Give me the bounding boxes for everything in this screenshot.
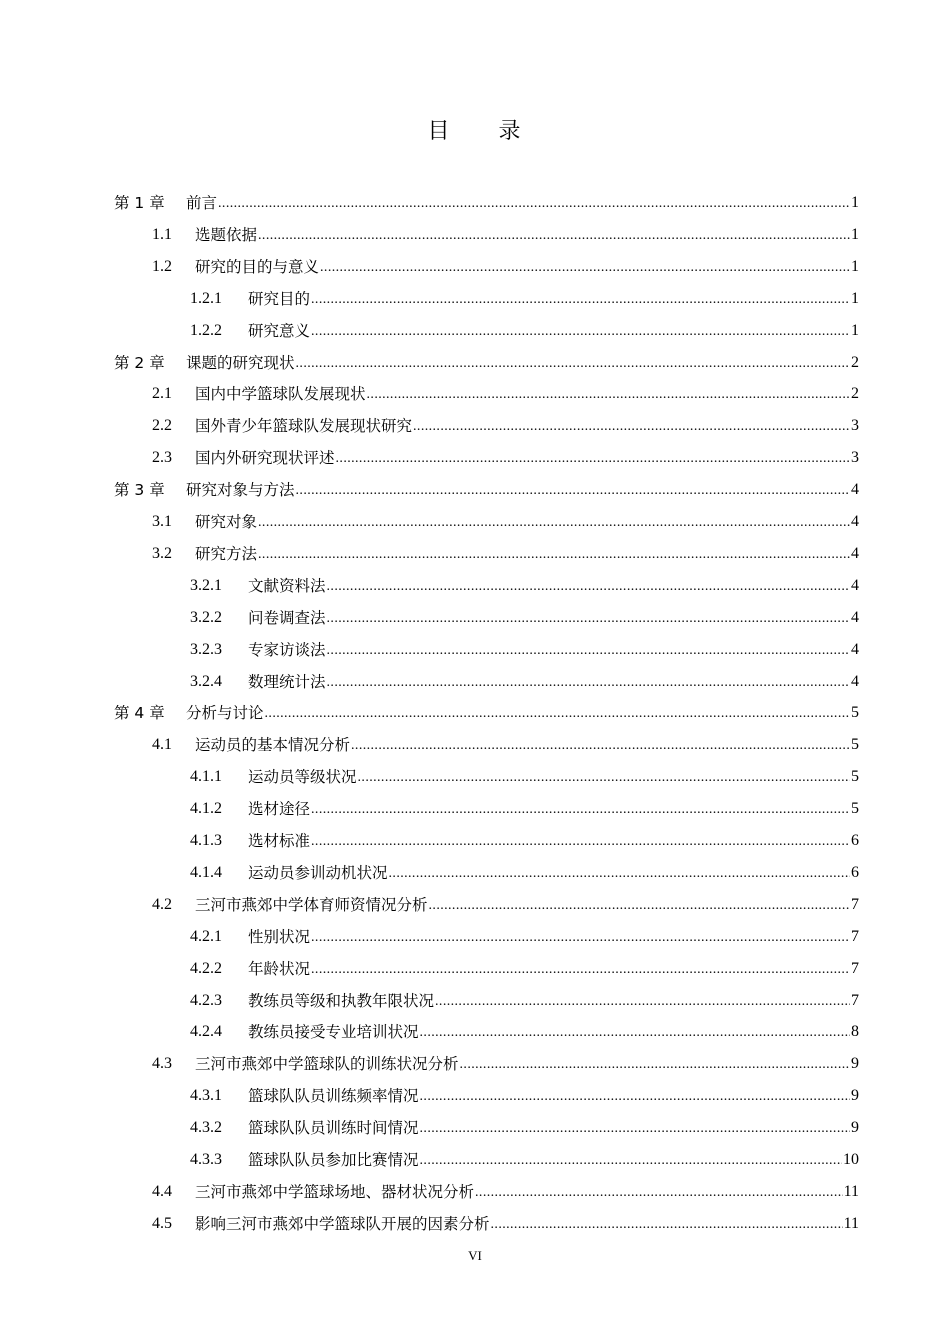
toc-entry[interactable]: [190, 1138, 859, 1170]
toc-dot-leader: [475, 1184, 843, 1202]
toc-entry-number: 2.1: [152, 385, 172, 403]
toc-entry-page: 2: [851, 385, 859, 403]
toc-entry[interactable]: [190, 755, 859, 787]
toc-entry[interactable]: [190, 787, 859, 819]
toc-entry[interactable]: [152, 245, 859, 277]
toc-entry[interactable]: [152, 1170, 859, 1202]
toc-dot-leader: [429, 897, 850, 915]
toc-dot-leader: [389, 865, 850, 883]
toc-entry[interactable]: [190, 628, 859, 660]
toc-dot-leader: [420, 1120, 850, 1138]
toc-entry-title: 运动员的基本情况分析: [195, 736, 351, 755]
toc-dot-leader: [311, 833, 850, 851]
toc-dot-leader: [413, 418, 850, 436]
toc-entry[interactable]: [114, 468, 859, 500]
toc-entry-page: 9: [851, 1055, 859, 1073]
toc-entry-number: 4.1: [152, 736, 172, 754]
toc-entry-page: 5: [851, 704, 859, 722]
toc-dot-leader: [420, 1088, 850, 1106]
toc-entry-number: 3.2.3: [190, 640, 222, 658]
toc-entry[interactable]: [152, 883, 859, 915]
toc-entry-page: 7: [851, 959, 859, 977]
toc-entry-title: 篮球队队员训练频率情况: [248, 1087, 419, 1106]
toc-entry[interactable]: [190, 915, 859, 947]
toc-entry-page: 1: [851, 225, 859, 243]
toc-dot-leader: [327, 610, 850, 628]
toc-dot-leader: [320, 259, 850, 277]
toc-dot-leader: [367, 386, 850, 404]
toc-dot-leader: [311, 291, 850, 309]
toc-entry-page: 4: [851, 544, 859, 562]
toc-entry-page: 1: [851, 289, 859, 307]
toc-entry-page: 4: [851, 672, 859, 690]
toc-entry-title: 国外青少年篮球队发展现状研究: [195, 417, 413, 436]
toc-entry-title: 课题的研究现状: [186, 353, 295, 372]
toc-entry-number: 4.1.3: [190, 832, 222, 849]
toc-entry[interactable]: [190, 979, 859, 1011]
toc-entry-page: 1: [851, 194, 859, 211]
toc-entry-number: 2.2: [152, 417, 172, 435]
toc-entry-page: 7: [851, 895, 859, 913]
toc-entry-title: 教练员等级和执教年限状况: [248, 991, 435, 1010]
toc-entry-page: 3: [851, 417, 859, 435]
toc-dot-leader: [311, 929, 850, 947]
toc-entry-title: 教练员接受专业培训状况: [248, 1023, 419, 1042]
toc-entry-page: 5: [851, 800, 859, 818]
toc-entry[interactable]: [190, 851, 859, 883]
toc-entry-title: 问卷调查法: [248, 608, 326, 627]
toc-entry[interactable]: [152, 372, 859, 404]
toc-entry-number: 3.2.1: [190, 576, 222, 594]
toc-entry-page: 5: [851, 768, 859, 786]
toc-entry[interactable]: [152, 436, 859, 468]
toc-entry-number: 3.2.2: [190, 608, 222, 626]
toc-entry-number: 4.3.3: [190, 1151, 222, 1168]
toc-entry-title: 篮球队队员训练时间情况: [248, 1119, 419, 1138]
toc-entry[interactable]: [152, 532, 859, 564]
toc-entry-number: 4.1.1: [190, 768, 222, 786]
toc-entry-number: 1.2.2: [190, 321, 222, 339]
toc-entry-page: 2: [851, 353, 859, 371]
toc-entry-page: 4: [851, 576, 859, 594]
toc-dot-leader: [311, 801, 850, 819]
toc-entry[interactable]: [190, 1010, 859, 1042]
toc-entry-title: 研究的目的与意义: [195, 257, 320, 276]
toc-entry[interactable]: [190, 564, 859, 596]
toc-dot-leader: [311, 961, 850, 979]
toc-entry-title: 影响三河市燕郊中学篮球队开展的因素分析: [195, 1214, 490, 1233]
toc-entry-page: 4: [851, 481, 859, 499]
toc-entry[interactable]: [190, 819, 859, 851]
toc-entry-number: 4.3: [152, 1055, 172, 1073]
toc-entry-title: 研究方法: [195, 544, 258, 563]
toc-entry-title: 文献资料法: [248, 576, 326, 595]
toc-entry-title: 国内外研究现状评述: [195, 449, 335, 468]
toc-dot-leader: [460, 1056, 850, 1074]
toc-entry[interactable]: [190, 1074, 859, 1106]
toc-entry-title: 选材途径: [248, 800, 311, 819]
toc-dot-leader: [258, 546, 850, 564]
toc-entry-title: 性别状况: [248, 927, 311, 946]
toc-dot-leader: [435, 993, 850, 1011]
toc-entry-title: 选材标准: [248, 832, 311, 850]
toc-entry[interactable]: [190, 660, 859, 692]
toc-entry-title: 研究对象: [195, 513, 258, 531]
toc-entry-number: 第 3 章: [114, 481, 165, 500]
toc-entry-page: 4: [851, 513, 859, 530]
toc-dot-leader: [336, 450, 850, 468]
toc-entry-number: 4.1.2: [190, 800, 222, 818]
toc-dot-leader: [420, 1024, 850, 1042]
toc-dot-leader: [327, 578, 850, 596]
toc-entry-title: 研究对象与方法: [186, 481, 295, 500]
toc-entry-number: 3.1: [152, 513, 172, 530]
toc-entry[interactable]: [190, 1106, 859, 1138]
toc-entry[interactable]: [152, 1042, 859, 1074]
toc-entry-number: 4.2.2: [190, 959, 222, 977]
toc-entry-title: 运动员等级状况: [248, 768, 357, 787]
toc-dot-leader: [327, 674, 850, 692]
toc-entry[interactable]: [152, 213, 859, 245]
toc-entry[interactable]: [152, 404, 859, 436]
toc-entry-title: 运动员参训动机状况: [248, 863, 388, 882]
toc-entry-page: 11: [843, 1182, 859, 1200]
toc-entry[interactable]: [190, 309, 859, 341]
toc-entry-number: 第 1 章: [114, 194, 165, 212]
toc-entry-number: 3.2.4: [190, 672, 222, 690]
toc-entry-number: 4.1.4: [190, 863, 222, 881]
toc-entry-title: 三河市燕郊中学篮球场地、器材状况分析: [195, 1182, 475, 1201]
toc-entry[interactable]: [114, 181, 859, 213]
toc-entry[interactable]: [152, 500, 859, 532]
toc-entry-title: 研究意义: [248, 321, 311, 340]
toc-entry-number: 3.2: [152, 544, 172, 562]
toc-entry-title: 三河市燕郊中学体育师资情况分析: [195, 895, 428, 914]
toc-entry-number: 4.2.4: [190, 1023, 222, 1041]
toc-entry[interactable]: [190, 277, 859, 309]
toc-entry[interactable]: [152, 1202, 859, 1234]
toc-entry-page: 10: [843, 1151, 859, 1168]
footer-page-number: VI: [468, 1248, 482, 1263]
toc-dot-leader: [358, 769, 850, 787]
toc-entry-title: 年龄状况: [248, 959, 311, 978]
toc-entry-page: 4: [851, 640, 859, 658]
toc-entry-title: 篮球队队员参加比赛情况: [248, 1151, 419, 1169]
toc-entry-page: 1: [851, 321, 859, 339]
toc-entry-page: 11: [843, 1214, 859, 1232]
toc-entry-number: 1.1: [152, 225, 172, 243]
toc-entry-number: 2.3: [152, 449, 172, 467]
toc-dot-leader: [491, 1216, 843, 1234]
toc-dot-leader: [327, 642, 850, 660]
toc-entry-page: 4: [851, 608, 859, 626]
toc-entry-number: 4.2.1: [190, 927, 222, 945]
toc-dot-leader: [420, 1152, 842, 1170]
toc-entry[interactable]: [190, 596, 859, 628]
toc-entry-number: 4.3.1: [190, 1087, 222, 1105]
toc-entry-page: 5: [851, 736, 859, 754]
toc-entry-title: 三河市燕郊中学篮球队的训练状况分析: [195, 1055, 459, 1074]
toc-dot-leader: [258, 227, 850, 245]
toc-entry-title: 前言: [186, 194, 218, 212]
toc-entry[interactable]: [190, 947, 859, 979]
toc-dot-leader: [296, 355, 850, 373]
toc-entry-number: 4.4: [152, 1182, 172, 1200]
toc-entry-page: 6: [851, 863, 859, 881]
toc-entry-page: 7: [851, 991, 859, 1009]
toc-entry-number: 4.2: [152, 895, 172, 913]
toc-entry-title: 专家访谈法: [248, 640, 326, 659]
toc-entry-number: 1.2.1: [190, 289, 222, 307]
toc-dot-leader: [311, 323, 850, 341]
toc-entry-page: 9: [851, 1119, 859, 1137]
toc-entry-title: 分析与讨论: [186, 704, 264, 723]
toc-entry-number: 4.3.2: [190, 1119, 222, 1137]
toc-entry-title: 选题依据: [195, 225, 258, 244]
toc-entry-title: 国内中学篮球队发展现状: [195, 385, 366, 404]
toc-entry-number: 4.2.3: [190, 991, 222, 1009]
toc-dot-leader: [218, 195, 850, 213]
toc-entry-page: 3: [851, 449, 859, 467]
toc-entry[interactable]: [152, 723, 859, 755]
toc-entry-number: 第 4 章: [114, 704, 165, 723]
toc-entry-title: 数理统计法: [248, 672, 326, 691]
toc-entry[interactable]: [114, 691, 859, 723]
toc-entry-page: 9: [851, 1087, 859, 1105]
toc-dot-leader: [265, 705, 850, 723]
toc-dot-leader: [296, 482, 850, 500]
toc-entry[interactable]: [114, 341, 859, 373]
toc-entry-title: 研究目的: [248, 289, 311, 308]
toc-entry-page: 1: [851, 257, 859, 275]
page-title: 目 录: [427, 119, 523, 144]
toc-entry-number: 4.5: [152, 1214, 172, 1232]
toc-entry-page: 6: [851, 832, 859, 849]
toc-entry-page: 7: [851, 927, 859, 945]
toc-entry-number: 第 2 章: [114, 353, 165, 372]
toc-entry-number: 1.2: [152, 257, 172, 275]
toc-dot-leader: [258, 514, 850, 532]
toc-entry-page: 8: [851, 1023, 859, 1041]
toc-dot-leader: [351, 737, 850, 755]
